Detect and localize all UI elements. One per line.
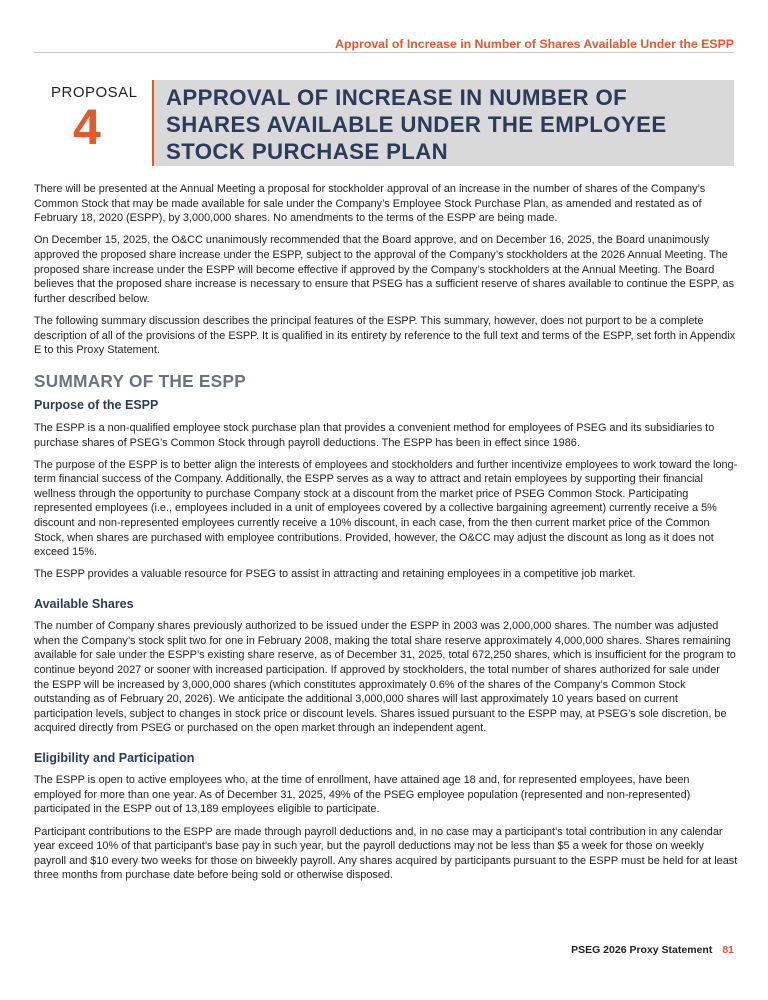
shares-paragraph: The number of Company shares previously authorized to be issued under the ESPP in 2003 was 2,000,000 shares. The number was adjusted when the Company’s stock split two for one in February 2008, making the total share reserve approximately 4,000,000 shares. Shares remaining available for sale under the ESPP’s existing share reserve, as of December 31, 2025, total 672,250 shares, which is insufficient for the program to continue beyond 2027 or sooner with increased participation. If approved by stockholders, the total number of shares authorized for sale under the ESPP will be increased by 3,000,000 shares (which constitutes approximately 0.6% of the shares of the Company’s Common Stock outstanding as of February 20, 2026). We anticipate the additional 3,000,000 shares will last approximately 10 years based on current participation levels, subject to changes in stock price or discount levels. Shares issued pursuant to the ESPP may, at PSEG’s sole discretion, be acquired directly from PSEG or purchased on the open market through an independent agent. [34, 620, 736, 735]
proposal-label [34, 80, 152, 166]
running-header [34, 29, 734, 53]
footer-doc-title: PSEG 2026 Proxy Statement [571, 944, 713, 956]
proposal-title-box [152, 80, 734, 166]
page-footer [571, 944, 734, 956]
running-title: Approval of Increase in Number of Shares Available Under the ESPP [335, 37, 734, 51]
main-content [34, 182, 738, 891]
proposal-word: PROPOSAL [51, 84, 138, 101]
section-heading: SUMMARY OF THE ESPP [34, 370, 246, 391]
purpose-paragraph: The ESPP is a non-qualified employee stock purchase plan that provides a convenient method for employees of PSEG and its subsidiaries to purchase shares of PSEG’s Common Stock through payroll deductions. The ESPP has been in effect since 1986. [34, 421, 715, 449]
subsection-heading-purpose: Purpose of the ESPP [34, 398, 159, 413]
proposal-number: 4 [73, 99, 101, 155]
eligibility-paragraph: Participant contributions to the ESPP are made through payroll deductions and, in no case may a participant’s total contribution in any calendar year exceed 10% of that participant’s base pay in such year, but the payroll deductions may not be less than $5 a week for those on weekly payroll and $10 every two weeks for those on biweekly payroll. Any shares acquired by participants pursuant to the ESPP must be held for at least three months from purchase date before being sold or otherwise disposed. [34, 825, 738, 882]
subsection-heading-eligibility: Eligibility and Participation [34, 750, 195, 765]
intro-paragraph: On December 15, 2025, the O&CC unanimously recommended that the Board approve, and on December 16, 2025, the Board unanimously approved the proposed share increase under the ESPP, subject to the approval of the Company’s stockholders at the 2026 Annual Meeting. The proposed share increase under the ESPP will become effective if approved by the Company’s stockholders at the Annual Meeting. The Board believes that the proposed share increase is necessary to ensure that PSEG has a sufficient reserve of shares available to continue the ESPP, as further described below. [34, 234, 735, 305]
eligibility-paragraph: The ESPP is open to active employees who, at the time of enrollment, have attained age 18 and, for represented employees, have been employed for more than one year. As of December 31, 2025, 49% of the PSEG employee population (represented and non-represented) participated in the ESPP out of 13,189 employees eligible to participate. [34, 774, 691, 816]
page-number: 81 [722, 944, 734, 956]
subsection-heading-shares: Available Shares [34, 596, 134, 611]
intro-paragraph: The following summary discussion describes the principal features of the ESPP. This summary, however, does not purport to be a complete description of all of the provisions of the ESPP. It is qualified in its entirety by reference to the full text and terms of the ESPP, set forth in Appendix E to this Proxy Statement. [34, 314, 736, 357]
purpose-paragraph: The ESPP provides a valuable resource for PSEG to assist in attracting and retaining employees in a competitive job market. [34, 568, 636, 581]
purpose-paragraph: The purpose of the ESPP is to better align the interests of employees and stockholders and further incentivize employees to work toward the long-term financial success of the Company. Additionally, the ESPP serves as a way to attract and retain employees by supporting their financial wellness through the opportunity to purchase Company stock at a discount from the market price of PSEG Common Stock. Participating represented employees (i.e., employees included in a unit of employees covered by a collective bargaining agreement) currently receive a 5% discount and non-represented employees currently receive a 10% discount, in each case, from the then current market price of the Common Stock, when shares are purchased with employee contributions. Provided, however, the O&CC may adjust the discount as long as it does not exceed 15%. [34, 458, 738, 559]
proposal-title: APPROVAL OF INCREASE IN NUMBER OF SHARES AVAILABLE UNDER THE EMPLOYEE STOCK PURCHASE PLAN [166, 85, 667, 164]
intro-paragraph: There will be presented at the Annual Meeting a proposal for stockholder approval of an increase in the number of shares of the Company’s Common Stock that may be made available for sale under the Company’s Employee Stock Purchase Plan, as amended and restated as of February 18, 2020 (ESPP), by 3,000,000 shares. No amendments to the terms of the ESPP are being made. [34, 183, 706, 225]
